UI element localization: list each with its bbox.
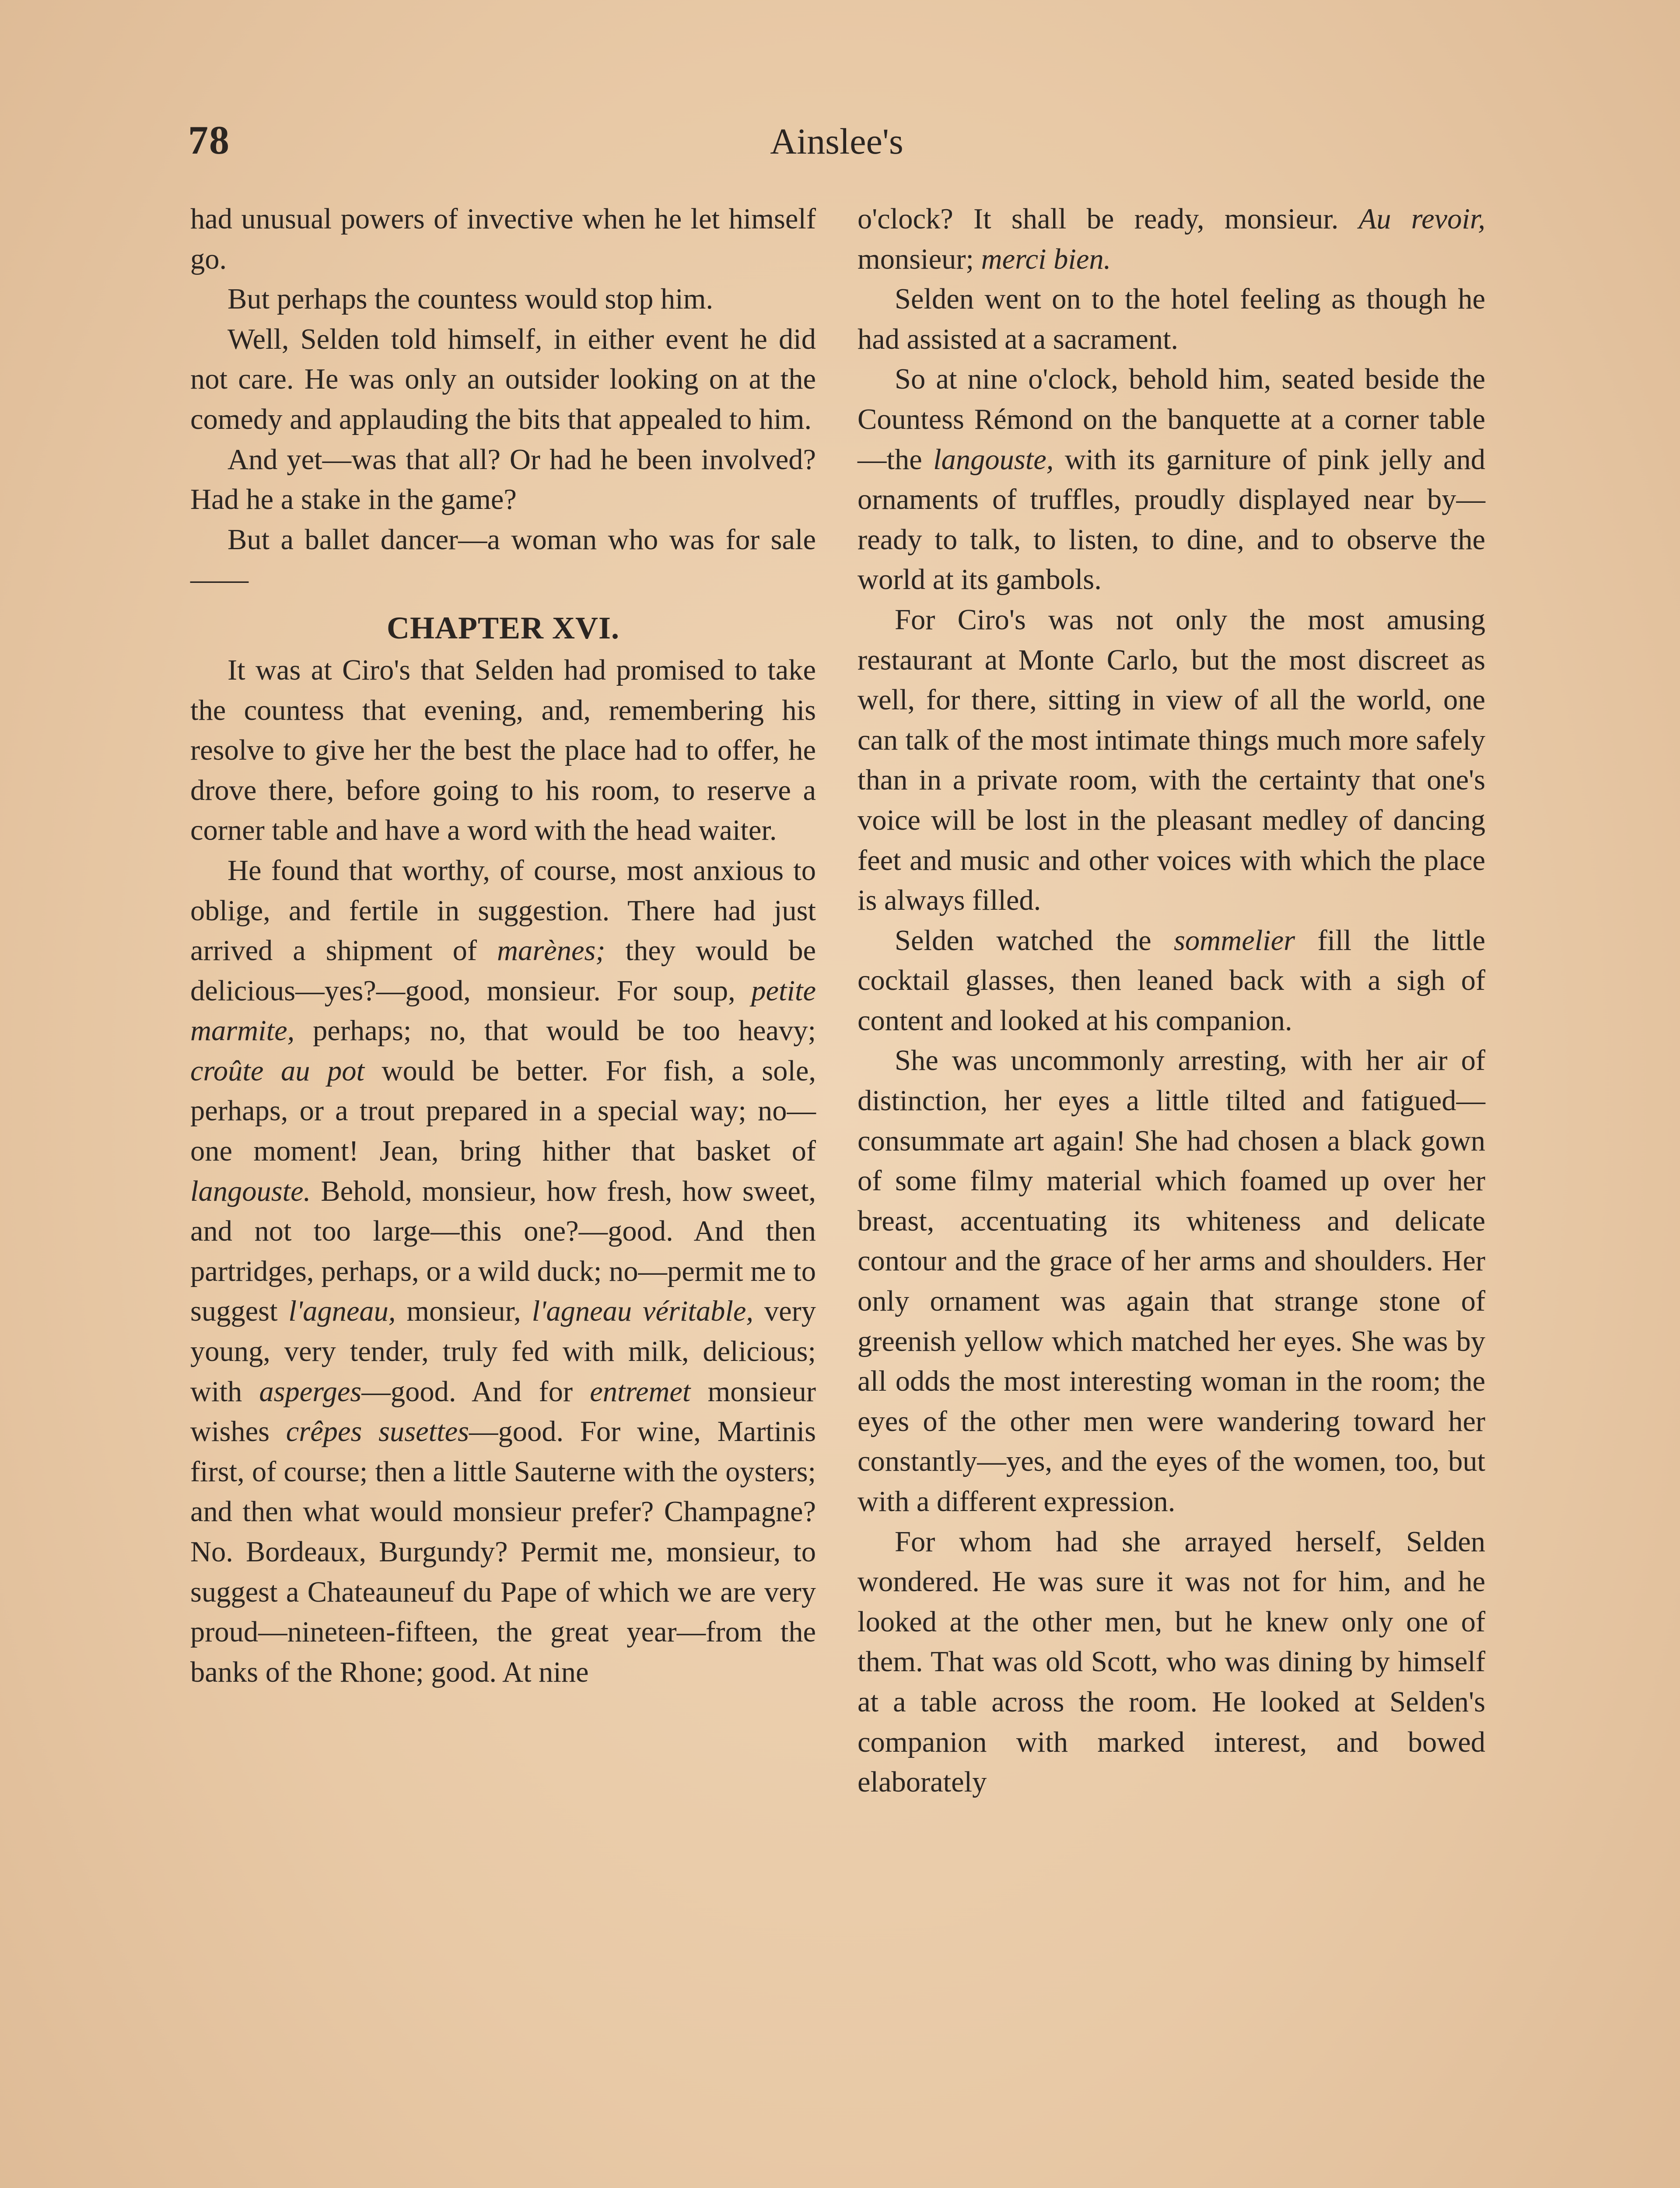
italic-run: langouste, [933, 443, 1054, 476]
text-run: with its garniture of pink jelly and ornaments of truffles, proudly displayed near by—ready to talk, to listen, to dine, and to observe the world at its gambols. [858, 443, 1485, 596]
paragraph: And yet—was that all? Or had he been involved? Had he a stake in the game? [190, 443, 816, 516]
text-run: fill the little cocktail glasses, then leaned back with a sigh of content and looked at his companion. [858, 924, 1485, 1037]
text-run: very young, very tender, truly fed with milk, delicious; with [190, 1295, 816, 1408]
menu-paragraph [190, 851, 816, 1692]
text-run: monsieur, [396, 1295, 532, 1328]
italic-run: croûte au pot [190, 1055, 364, 1087]
text-run: would be better. For fish, a sole, perhaps, or a trout prepared in a special way; no—one moment! Jean, bring hither that basket of [190, 1055, 816, 1168]
text-run: —good. For wine, Martinis first, of course; then a little Sauterne with the oysters; and then what would monsieur prefer? Champagne? No. Bordeaux, Burgundy? Permit me, monsieur, to suggest a Chateauneuf du Pape of which we are very proud—nineteen-fifteen, the great year—from the banks of the Rhone; good. At nine [190, 1416, 816, 1688]
running-head: Ainslee's [770, 121, 903, 162]
text-run: perhaps; no, that would be too heavy; [294, 1015, 816, 1047]
paragraph: But perhaps the countess would stop him. [228, 283, 714, 316]
page-number: 78 [188, 118, 230, 162]
paragraph: It was at Ciro's that Selden had promised to take the countess that evening, and, remembering his resolve to give her the best the place had to offer, he drove there, before going to his room, to reserve a corner table and have a word with the head waiter. [190, 654, 816, 847]
text-run: So at nine o'clock, behold him, seated beside the Countess Rémond on the banquette at a corner table—the [858, 363, 1485, 476]
chapter-heading: CHAPTER XVI. [386, 610, 620, 645]
text-run: Behold, monsieur, how fresh, how sweet, and not too large—this one?—good. And then partridges, perhaps, or a wild duck; no—permit me to suggest [190, 1175, 816, 1328]
text-run: He found that worthy, of course, most anxious to oblige, and fertile in suggestion. There had just arrived a shipment of [190, 854, 816, 967]
italic-run: petite marmite, [190, 975, 816, 1047]
italic-run: crêpes susettes [286, 1416, 469, 1448]
paragraph [858, 359, 1485, 600]
paragraph [858, 921, 1485, 1041]
page-header [188, 112, 1485, 177]
text-run: monsieur wishes [190, 1375, 816, 1448]
italic-run: l'agneau, [288, 1295, 396, 1328]
paragraph: She was uncommonly arresting, with her air of distinction, her eyes a little tilted and fatigued—consummate art again! She had chosen a black gown of some filmy material which foamed up over her breast, accentuating its whiteness and delicate contour and the grace of her arms and shoulders. Her only ornament was again that strange stone of greenish yellow which matched her eyes. She was by all odds the most interesting woman in the room; the eyes of the other men were wandering toward her constantly—yes, and the eyes of the women, too, but with a different expression. [858, 1045, 1485, 1518]
paragraph: Well, Selden told himself, in either event he did not care. He was only an outsider looking on at the comedy and applauding the bits that appealed to him. [190, 323, 816, 435]
italic-run: entremet [590, 1375, 691, 1408]
text-run: o'clock? It shall be ready, monsieur. [858, 203, 1359, 235]
paragraph [858, 199, 1485, 279]
left-column [190, 199, 816, 1692]
italic-run: merci bien. [981, 243, 1111, 275]
italic-run: marènes; [497, 935, 606, 967]
text-run: monsieur; [858, 243, 981, 275]
paragraph: But a ballet dancer—a woman who was for sale—— [190, 523, 816, 596]
text-run: Selden watched the [895, 924, 1174, 957]
italic-run: Au revoir, [1358, 203, 1485, 235]
paragraph: had unusual powers of invective when he let himself go. [190, 203, 816, 275]
italic-run: langouste. [190, 1175, 311, 1207]
text-run: —good. And for [361, 1375, 590, 1408]
italic-run: sommelier [1174, 924, 1295, 957]
paragraph: For Ciro's was not only the most amusing restaurant at Monte Carlo, but the most discreet as well, for there, sitting in view of all the world, one can talk of the most intimate things much more safely than in a private room, with the certainty that one's voice will be lost in the pleasant medley of dancing feet and music and other voices with which the place is always filled. [858, 603, 1485, 917]
italic-run: asperges [259, 1375, 362, 1408]
italic-run: l'agneau véritable, [532, 1295, 753, 1328]
paragraph: Selden went on to the hotel feeling as though he had assisted at a sacrament. [858, 283, 1485, 355]
right-column [858, 199, 1485, 1802]
paragraph: For whom had she arrayed herself, Selden wondered. He was sure it was not for him, and he looked at the other men, but he knew only one of them. That was old Scott, who was dining by himself at a table across the room. He looked at Selden's companion with marked interest, and bowed elaborately [858, 1525, 1485, 1799]
text-run: they would be delicious—yes?—good, monsieur. For soup, [190, 935, 816, 1007]
